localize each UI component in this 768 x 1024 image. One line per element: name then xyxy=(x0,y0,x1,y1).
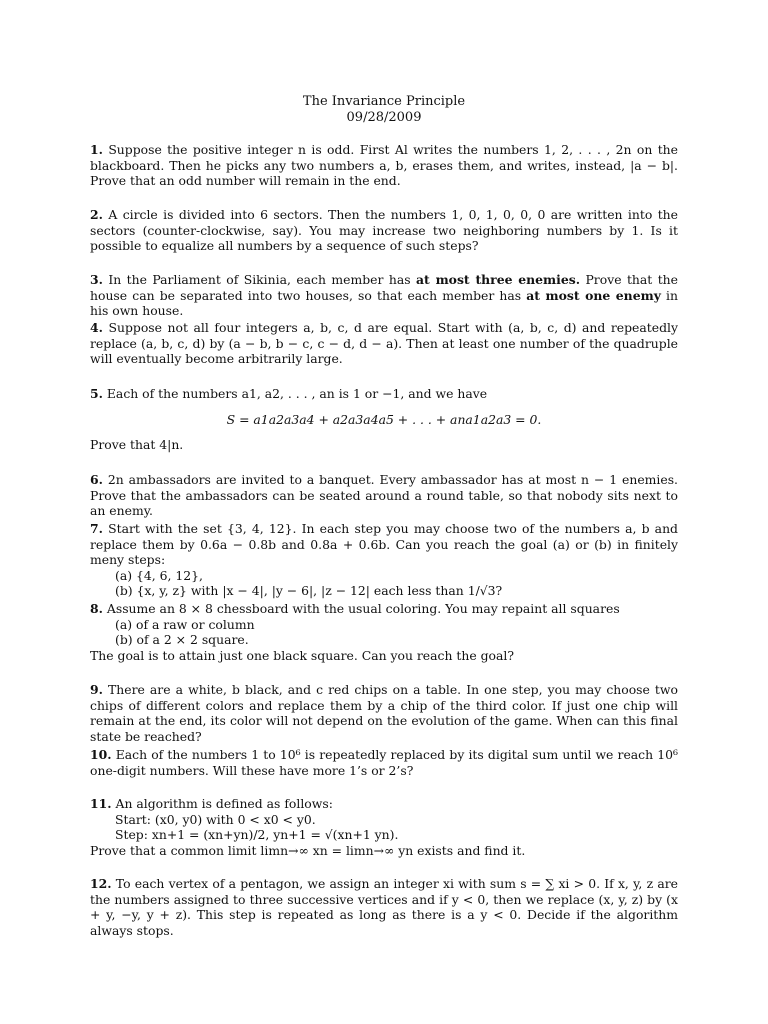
problem-text-a: In the Parliament of Sikinia, each member has xyxy=(108,272,411,287)
problem-emphasis-a: at most three enemies. xyxy=(416,272,581,287)
problem-10 xyxy=(90,747,678,778)
problem-number: 5. xyxy=(90,386,103,401)
problem-number: 6. xyxy=(90,472,103,487)
problem-number: 8. xyxy=(90,601,103,616)
problem-text: A circle is divided into 6 sectors. Then the numbers 1, 0, 1, 0, 0, 0 are written into the sectors (counter-clockwise, say). You may increase two neighboring numbers by 1. Is it possible to equalize all numbers by a sequence of such steps? xyxy=(90,207,678,253)
problem-number: 4. xyxy=(90,320,103,335)
problem-1 xyxy=(90,142,678,189)
problem-text: Assume an 8 × 8 chessboard with the usual coloring. You may repaint all squares xyxy=(106,601,620,616)
problem-text: Suppose the positive integer n is odd. First Al writes the numbers 1, 2, . . . , 2n on the blackboard. Then he picks any two numbers a, b, erases them, and writes, instead, |a − b|. Prove that an odd number will remain in the end. xyxy=(90,142,678,188)
algorithm-start: Start: (x0, y0) with 0 < x0 < y0. xyxy=(115,811,316,827)
problem-item-b: (b) of a 2 × 2 square. xyxy=(115,632,249,647)
problem-number: 3. xyxy=(90,272,103,287)
problem-number: 1. xyxy=(90,142,103,157)
problem-text: There are a white, b black, and c red chips on a table. In one step, you may choose two chips of different colors and replace them by a chip of the third color. If just one chip will remain at the end, its color will not depend on the evolution of the game. When can this final state be reached? xyxy=(90,682,678,744)
problem-9 xyxy=(90,682,678,744)
problem-number: 7. xyxy=(90,521,103,536)
problem-conclusion: The goal is to attain just one black square. Can you reach the goal? xyxy=(90,647,514,663)
problem-text-c: in his own house. xyxy=(90,287,678,318)
problem-4 xyxy=(90,320,678,367)
title-date: 09/28/2009 xyxy=(346,109,422,125)
problem-6 xyxy=(90,472,678,519)
problem-2 xyxy=(90,207,678,254)
problem-item-b: (b) {x, y, z} with |x − 4|, |y − 6|, |z − 12| each less than 1/√3? xyxy=(115,583,503,598)
problem-conclusion: Prove that a common limit limn→∞ xn = limn→∞ yn exists and find it. xyxy=(90,842,526,858)
problem-text: An algorithm is defined as follows: xyxy=(115,796,333,811)
problem-emphasis-b: at most one enemy xyxy=(526,287,661,303)
problem-text: Suppose not all four integers a, b, c, d are equal. Start with (a, b, c, d) and repeatedly replace (a, b, c, d) by (a − b, b − c, c − d, d − a). Then at least one number of the quadruple will eventually become arbitrarily large. xyxy=(90,320,678,366)
problem-item-a: (a) {4, 6, 12}, xyxy=(115,567,203,583)
problem-item-a: (a) of a raw or column xyxy=(115,616,255,632)
problem-3 xyxy=(90,272,678,319)
problem-number: 2. xyxy=(90,207,103,222)
problem-number: 10. xyxy=(90,747,112,762)
problem-7 xyxy=(90,521,678,599)
problem-text: Each of the numbers 1 to 10⁶ is repeatedly replaced by its digital sum until we reach 10⁶ one-digit numbers. Will these have more 1’s or 2’s? xyxy=(90,747,678,778)
problem-text-b: Prove that the house can be separated into two houses, so that each member has xyxy=(90,272,678,303)
problem-number: 9. xyxy=(90,682,103,697)
problem-text: 2n ambassadors are invited to a banquet. Every ambassador has at most n − 1 enemies. Prove that the ambassadors can be seated around a round table, so that nobody sits next to an enemy. xyxy=(90,472,678,518)
problem-number: 11. xyxy=(90,796,112,811)
problem-5 xyxy=(90,386,678,453)
problem-text: To each vertex of a pentagon, we assign an integer xi with sum s = ∑ xi > 0. If x, y, z are the numbers assigned to three successive vertices and if y < 0, then we replace (x, y, z) by (x + y, −y, y + z). This step is repeated as long as there is a y < 0. Decide if the algorithm always stops. xyxy=(90,876,678,938)
problem-equation: S = a1a2a3a4 + a2a3a4a5 + . . . + ana1a2a3 = 0. xyxy=(226,411,542,427)
problem-text: Start with the set {3, 4, 12}. In each step you may choose two of the numbers a, b and replace them by 0.6a − 0.8b and 0.8a + 0.6b. Can you reach the goal (a) or (b) in finitely meny steps: xyxy=(90,521,678,567)
problem-number: 12. xyxy=(90,876,112,891)
title-text: The Invariance Principle xyxy=(302,94,466,109)
problem-text: Each of the numbers a1, a2, . . . , an is 1 or −1, and we have xyxy=(106,386,488,401)
algorithm-step: Step: xn+1 = (xn+yn)/2, yn+1 = √(xn+1 yn). xyxy=(115,827,399,842)
document-title xyxy=(90,94,678,125)
problem-8 xyxy=(90,601,678,663)
problem-11 xyxy=(90,796,678,858)
document-page xyxy=(90,0,678,938)
problem-conclusion: Prove that 4|n. xyxy=(90,437,184,452)
problem-12 xyxy=(90,876,678,938)
